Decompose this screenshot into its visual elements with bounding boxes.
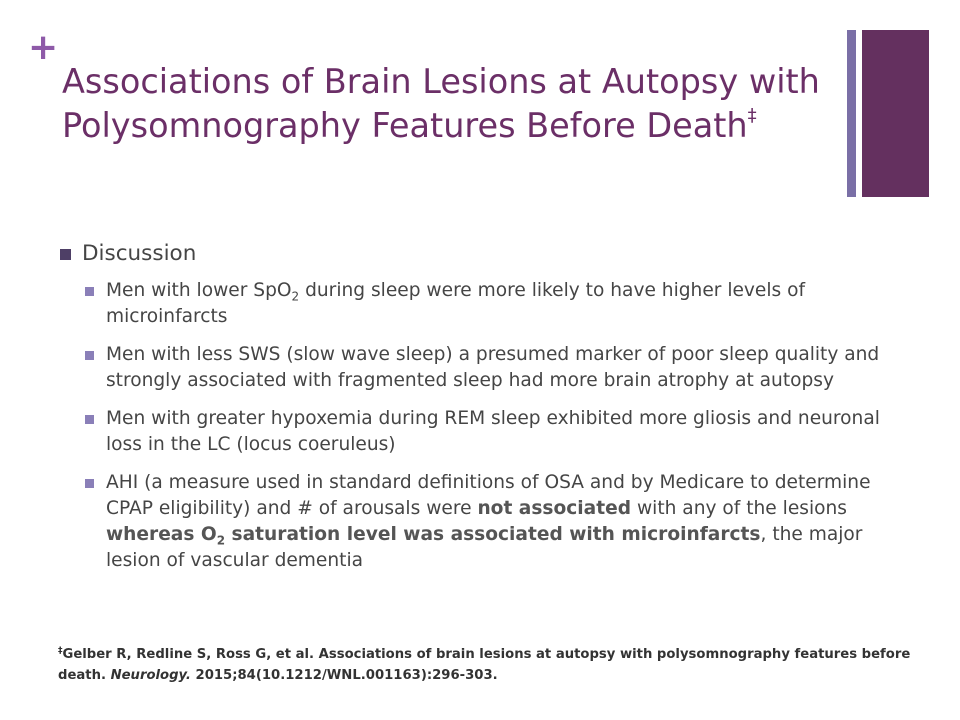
accent-bar-thick [862,30,929,197]
bullet-text: with any of the lesions [631,498,847,519]
slide-body [60,238,920,586]
subscript: 2 [291,289,300,304]
subscript: 2 [216,533,226,548]
plus-decoration: + [28,27,59,68]
slide-title-text: Associations of Brain Lesions at Autopsy with Polysomnography Features Before Death [62,62,820,145]
bullet-square-icon [85,415,94,424]
accent-bar-thin [847,30,856,197]
bold-text-part: whereas O [106,524,217,545]
bullet-discussion [60,238,920,270]
discussion-label: Discussion [82,241,197,266]
bullet-text: Men with less SWS (slow wave sleep) a presumed marker of poor sleep quality and strongly associated with fragmented sleep had more brain atrophy at autopsy [106,344,880,391]
bullet-text: Men with greater hypoxemia during REM sleep exhibited more gliosis and neuronal loss in the LC (locus coeruleus) [106,408,880,455]
slide-title [62,60,822,148]
title-footnote-mark: ‡ [747,105,757,126]
sub-bullet-ahi [60,470,920,574]
bullet-text: , the major lesion of vascular dementia [106,524,863,571]
bullet-text: AHI (a measure used in standard definitions of OSA and by Medicare to determine CPAP eligibility) and # of arousals were [106,472,871,519]
reference-journal: Neurology. [110,668,191,683]
sub-bullet-rem [60,406,920,458]
bullet-square-icon [85,351,94,360]
bullet-text: Men with lower SpO [106,280,292,301]
reference-footnote [58,644,953,686]
bullet-square-icon [60,249,71,260]
bold-text [106,524,761,548]
sub-bullet-spo2 [60,278,920,330]
bold-text: not associated [477,498,632,519]
bullet-text: during sleep were more likely to have higher levels of microinfarcts [106,280,806,327]
footnote-mark: ‡ [58,646,63,656]
reference-authors-title: Gelber R, Redline S, Ross G, et al. Associations of brain lesions at autopsy with polysomnography features before death. [58,647,911,683]
bold-text-part: saturation level was associated with microinfarcts [225,524,761,545]
bullet-square-icon [85,479,94,488]
sub-bullet-sws [60,342,920,394]
reference-citation: 2015;84(10.1212/WNL.001163):296-303. [190,668,498,683]
bullet-square-icon [85,287,94,296]
